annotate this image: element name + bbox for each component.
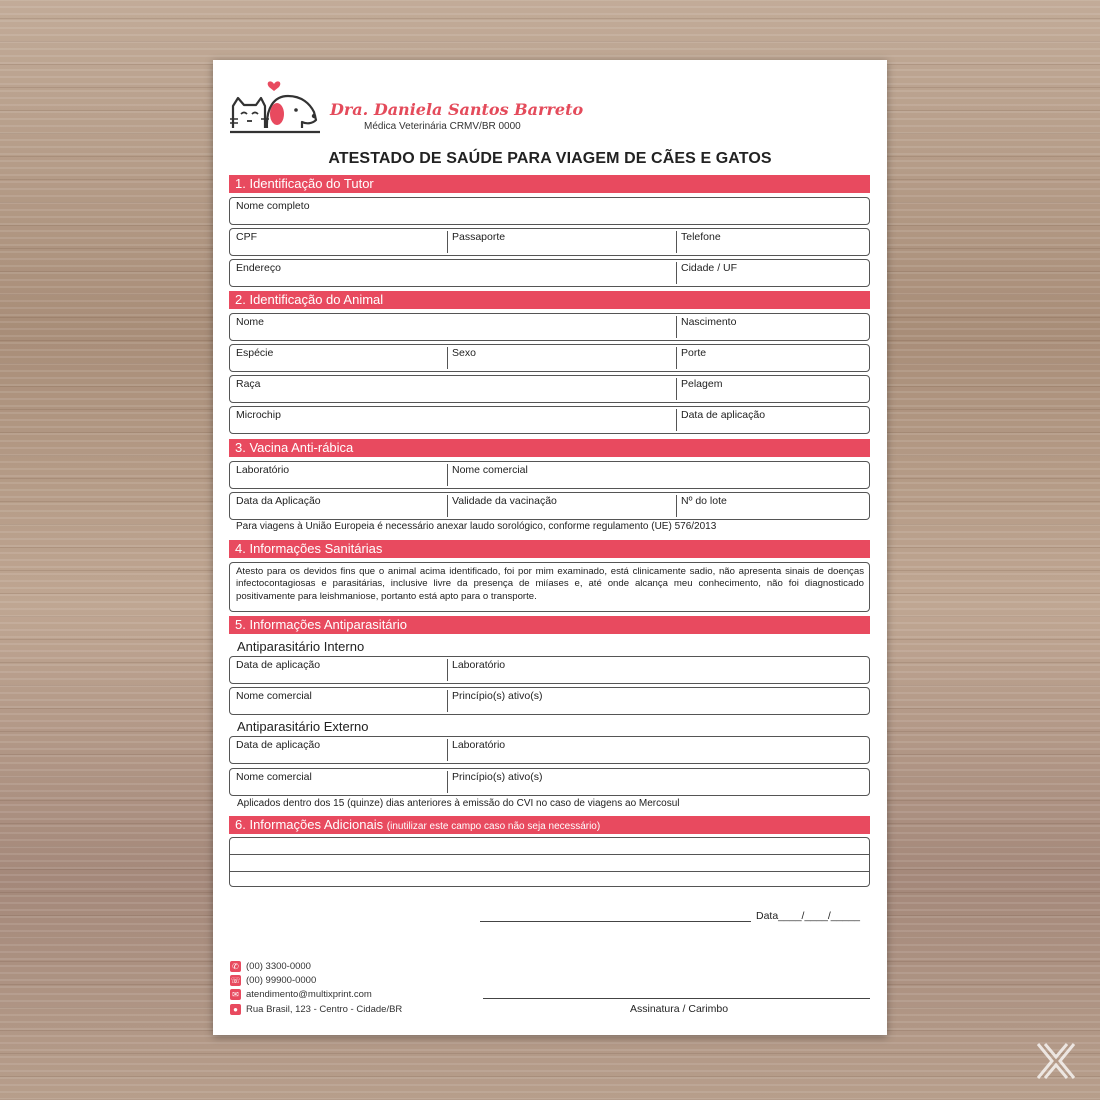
label-lote: Nº do lote <box>681 495 727 507</box>
subheading-externo: Antiparasitário Externo <box>237 719 369 734</box>
signature-label: Assinatura / Carimbo <box>630 1003 729 1015</box>
antiparasitario-note: Aplicados dentro dos 15 (quinze) dias anteriores à emissão do CVI no caso de viagens ao Mercosul <box>237 798 680 809</box>
row-nome-nascimento <box>229 313 870 341</box>
contact-address <box>230 1002 402 1016</box>
divider <box>447 231 448 253</box>
row-cpf-passaporte-telefone <box>229 228 870 256</box>
label-pelagem: Pelagem <box>681 378 723 390</box>
section-2-header: 2. Identificação do Animal <box>229 291 870 309</box>
section-6-title: 6. Informações Adicionais <box>235 817 384 832</box>
divider <box>676 347 677 369</box>
label-laboratorio: Laboratório <box>452 659 506 671</box>
divider <box>447 495 448 517</box>
cat-dog-logo-icon <box>230 76 320 140</box>
divider <box>447 690 448 712</box>
label-cidade-uf: Cidade / UF <box>681 262 738 274</box>
divider <box>447 347 448 369</box>
label-passaporte: Passaporte <box>452 231 506 243</box>
label-data-da-aplicacao: Data da Aplicação <box>236 495 321 507</box>
label-principio-ativo: Princípio(s) ativo(s) <box>452 771 543 783</box>
row-externo-nome-principio <box>229 768 870 796</box>
doctor-subtitle: Médica Veterinária CRMV/BR 0000 <box>364 121 521 132</box>
line <box>230 854 869 855</box>
label-nome-comercial: Nome comercial <box>236 690 312 702</box>
label-validade: Validade da vacinação <box>452 495 557 507</box>
divider <box>447 739 448 761</box>
label-raca: Raça <box>236 378 261 390</box>
label-nome-comercial: Nome comercial <box>236 771 312 783</box>
divider <box>676 495 677 517</box>
label-cpf: CPF <box>236 231 257 243</box>
watermark-x-icon <box>1034 1040 1078 1082</box>
line <box>230 871 869 872</box>
contact-whatsapp <box>230 973 316 987</box>
label-principio-ativo: Princípio(s) ativo(s) <box>452 690 543 702</box>
sanitary-statement: Atesto para os devidos fins que o animal acima identificado, foi por mim examinado, está clinicamente sadio, não apresenta sinais de doenças infectocontagiosas e parasitárias, inclusive livre da presença de miíases e, até onde alcança meu conhecimento, não foi diagnosticado positivamente para leishmaniose, portanto está apto para o transporte. <box>236 566 864 602</box>
section-4-header: 4. Informações Sanitárias <box>229 540 870 558</box>
divider <box>676 378 677 400</box>
subheading-interno: Antiparasitário Interno <box>237 639 365 654</box>
divider <box>676 409 677 431</box>
label-porte: Porte <box>681 347 707 359</box>
label-nome-comercial: Nome comercial <box>452 464 528 476</box>
label-microchip: Microchip <box>236 409 281 421</box>
label-nome-completo: Nome completo <box>236 200 310 212</box>
contact-whatsapp-text: (00) 99900-0000 <box>246 974 317 986</box>
row-laboratorio-nome-comercial <box>229 461 870 489</box>
contact-email <box>230 987 372 1001</box>
row-microchip-data <box>229 406 870 434</box>
label-nascimento: Nascimento <box>681 316 737 328</box>
section-6-header <box>229 816 870 834</box>
contact-email-text: atendimento@multixprint.com <box>246 988 372 1000</box>
section-3-header: 3. Vacina Anti-rábica <box>229 439 870 457</box>
divider <box>676 231 677 253</box>
field-nome-completo[interactable] <box>229 197 870 225</box>
divider <box>676 316 677 338</box>
divider <box>447 771 448 793</box>
date-place-line[interactable] <box>480 921 751 922</box>
contact-phone <box>230 959 311 973</box>
label-data-aplicacao: Data de aplicação <box>681 409 766 421</box>
row-raca-pelagem <box>229 375 870 403</box>
form-sheet <box>213 60 887 1035</box>
label-telefone: Telefone <box>681 231 721 243</box>
label-sexo: Sexo <box>452 347 476 359</box>
location-icon: ● <box>230 1004 241 1015</box>
divider <box>447 464 448 486</box>
row-data-validade-lote <box>229 492 870 520</box>
sanitary-statement-box <box>229 562 870 612</box>
row-interno-nome-principio <box>229 687 870 715</box>
whatsapp-icon: ☏ <box>230 975 241 985</box>
label-data-aplicacao: Data de aplicação <box>236 739 321 751</box>
doctor-name: Dra. Daniela Santos Barreto <box>330 100 584 119</box>
section-6-hint: (inutilizar este campo caso não seja necessário) <box>386 821 601 832</box>
row-interno-data-laboratorio <box>229 656 870 684</box>
label-endereco: Endereço <box>236 262 281 274</box>
additional-info-field[interactable] <box>229 837 870 887</box>
contact-address-text: Rua Brasil, 123 - Centro - Cidade/BR <box>246 1003 403 1015</box>
row-endereco-cidade <box>229 259 870 287</box>
email-icon: ✉ <box>230 989 241 1000</box>
signature-line[interactable] <box>483 998 870 999</box>
label-especie: Espécie <box>236 347 274 359</box>
date-field[interactable]: Data____/____/_____ <box>756 910 860 922</box>
row-especie-sexo-porte <box>229 344 870 372</box>
divider <box>447 659 448 681</box>
label-laboratorio: Laboratório <box>236 464 290 476</box>
page-title: ATESTADO DE SAÚDE PARA VIAGEM DE CÃES E GATOS <box>328 150 772 167</box>
divider <box>676 262 677 284</box>
phone-icon: ✆ <box>230 961 241 972</box>
label-laboratorio: Laboratório <box>452 739 506 751</box>
row-externo-data-laboratorio <box>229 736 870 764</box>
section-1-header: 1. Identificação do Tutor <box>229 175 870 193</box>
section-5-header: 5. Informações Antiparasitário <box>229 616 870 634</box>
label-nome: Nome <box>236 316 265 328</box>
contact-phone-text: (00) 3300-0000 <box>246 960 311 972</box>
vacina-note: Para viagens à União Europeia é necessário anexar laudo sorológico, conforme regulamento (UE) 576/2013 <box>236 521 717 532</box>
label-data-aplicacao: Data de aplicação <box>236 659 321 671</box>
